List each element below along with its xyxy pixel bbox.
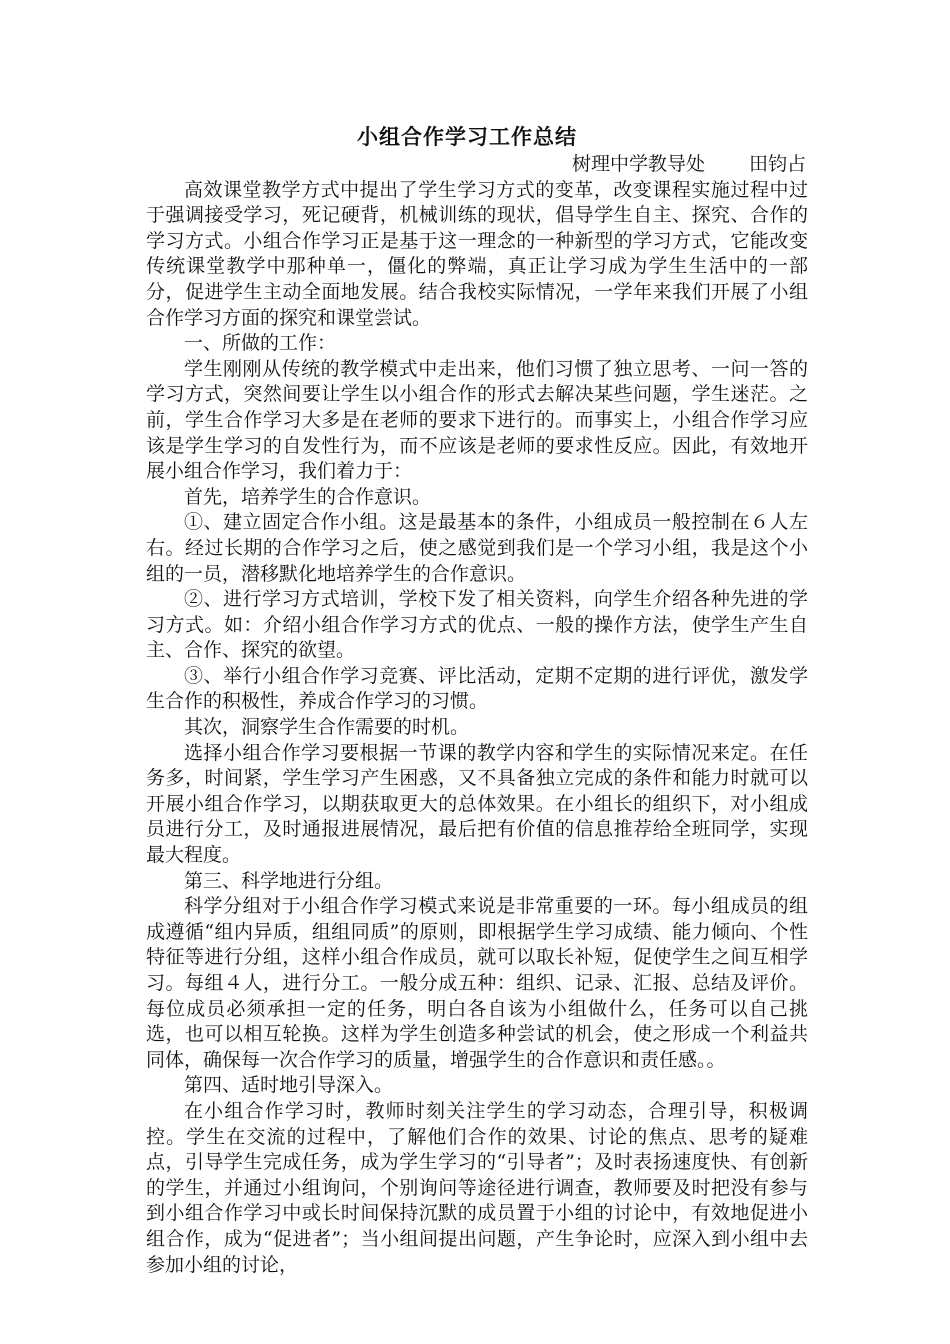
paragraph-intro: 高效课堂教学方式中提出了学生学习方式的变革，改变课程实施过程中过于强调接受学习，死记硬背，机械训练的现状，倡导学生自主、探究、合作的学习方式。小组合作学习正是基于这一理念的一种新型的学习方式，它能改变传统课堂教学中那种单一，僵化的弊端，真正让学习成为学生生活中的一部分，促进学生主动全面地发展。结合我校实际情况，一学年来我们开展了小组合作学习方面的探究和课堂尝试。 — [146, 178, 808, 329]
section-heading-work-done: 一、所做的工作： — [184, 332, 337, 355]
sub-heading-second: 其次，洞察学生合作需要的时机。 — [184, 716, 470, 739]
sub-heading-fourth: 第四、适时地引导深入。 — [184, 1074, 394, 1097]
list-item: ③、举行小组合作学习竞赛、评比活动，定期不定期的进行评优，激发学生合作的积极性，养成合作学习的习惯。 — [146, 664, 808, 713]
sub-heading-first: 首先，培养学生的合作意识。 — [184, 485, 432, 508]
sub-heading-third: 第三、科学地进行分组。 — [184, 869, 394, 892]
paragraph: 选择小组合作学习要根据一节课的教学内容和学生的实际情况来定。在任务多，时间紧，学生学习产生困惑，又不具备独立完成的条件和能力时就可以开展小组合作学习，以期获取更大的总体效果。在小组长的组织下，对小组成员进行分工，及时通报进展情况，最后把有价值的信息推荐给全班同学，实现最大程度。 — [146, 741, 808, 867]
paragraph: 科学分组对于小组合作学习模式来说是非常重要的一环。每小组成员的组成遵循“组内异质，组组同质”的原则，即根据学生学习成绩、能力倾向、个性特征等进行分组，这样小组合作成员，就可以取长补短，促使学生之间互相学习。每组４人，进行分工。一般分成五种：组织、记录、汇报、总结及评价。每位成员必须承担一定的任务，明白各自该为小组做什么，任务可以自己挑选，也可以相互轮换。这样为学生创造多种尝试的机会，使之形成一个利益共同体，确保每一次合作学习的质量，增强学生的合作意识和责任感。。 — [146, 895, 808, 1071]
author-name: 田钧占 — [748, 153, 806, 175]
paragraph: 学生刚刚从传统的教学模式中走出来，他们习惯了独立思考、一问一答的学习方式，突然间要让学生以小组合作的形式去解决某些问题，学生迷茫。之前，学生合作学习大多是在老师的要求下进行的。而事实上，小组合作学习应该是学生学习的自发性行为，而不应该是老师的要求性反应。因此，有效地开展小组合作学习，我们着力于： — [146, 357, 808, 483]
list-item: ①、建立固定合作小组。这是最基本的条件，小组成员一般控制在６人左右。经过长期的合作学习之后，使之感觉到我们是一个学习小组，我是这个小组的一员，潜移默化地培养学生的合作意识。 — [146, 511, 808, 585]
document-title: 小组合作学习工作总结 — [357, 125, 577, 149]
author-line — [146, 152, 808, 178]
document-page — [146, 122, 808, 1278]
list-item: ②、进行学习方式培训，学校下发了相关资料，向学生介绍各种先进的学习方式。如：介绍小组合作学习方式的优点、一般的操作方法，使学生产生自主、合作、探究的欲望。 — [146, 588, 808, 662]
paragraph: 在小组合作学习时，教师时刻关注学生的学习动态，合理引导，积极调控。学生在交流的过程中，了解他们合作的效果、讨论的焦点、思考的疑难点，引导学生完成任务，成为学生学习的“引导者”；及时表扬速度快、有创新的学生，并通过小组询问，个别询问等途径进行调查，教师要及时把没有参与到小组合作学习中或长时间保持沉默的成员置于小组的讨论中，有效地促进小组合作，成为“促进者”；当小组间提出问题，产生争论时，应深入到小组中去参加小组的讨论， — [146, 1099, 808, 1276]
author-organization: 树理中学教导处 — [571, 153, 705, 175]
